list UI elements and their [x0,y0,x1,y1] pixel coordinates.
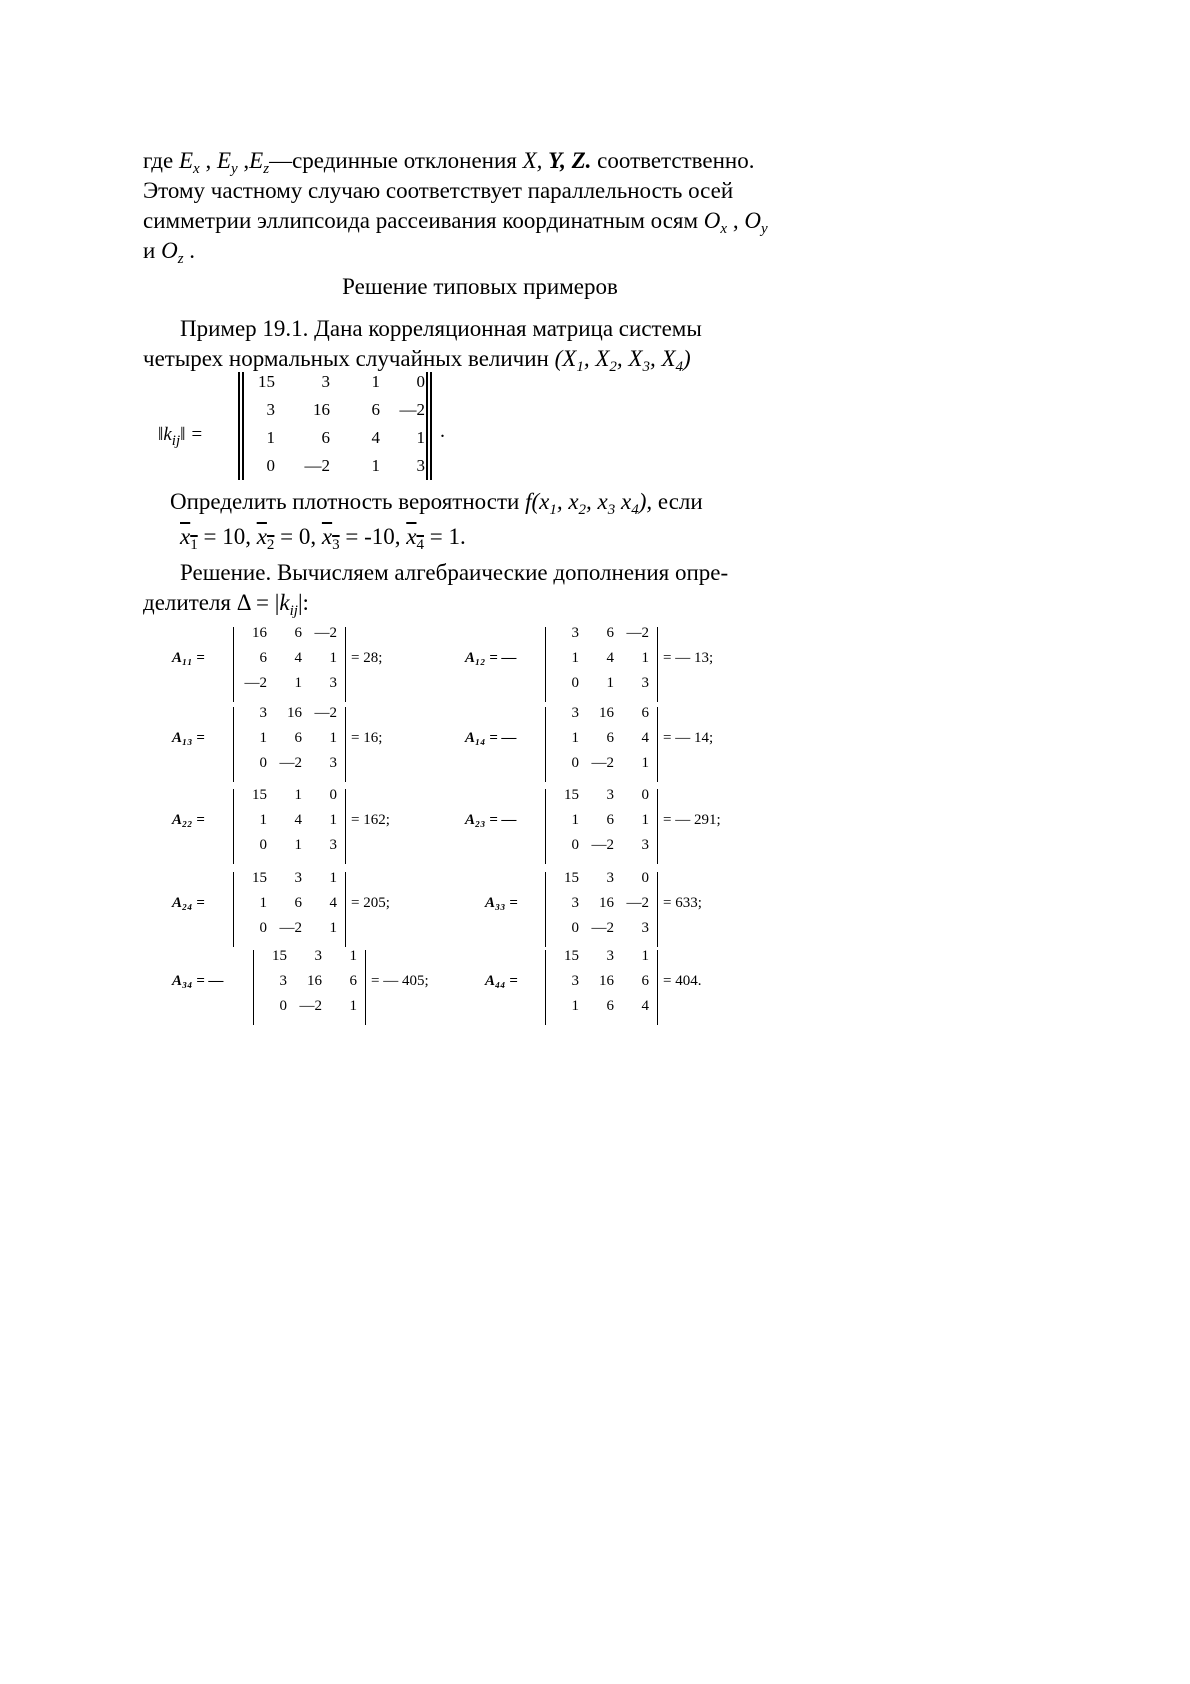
matrix-left-bar [238,372,244,480]
minor-cell: 16 [252,625,267,641]
minor-name: A₂₃ = — [465,812,517,828]
minor-right-bar [345,789,346,864]
minor-result: = 162; [351,812,390,828]
minor-right-bar [657,707,658,782]
minor-cell: 16 [599,973,614,989]
minor-cell: 1 [329,730,337,746]
minor-cell: 3 [571,973,579,989]
minor-cell: 6 [259,650,267,666]
minor-cell: 15 [564,870,579,886]
minor-cell: 3 [571,705,579,721]
intro-line-2: Этому частному случаю соответствует параллельность осей [143,178,734,203]
minor-cell: 1 [641,948,649,964]
minor-right-bar [345,627,346,702]
minor-cell: 3 [259,705,267,721]
minor-cell: 0 [259,837,267,853]
minor-result: = 633; [663,895,702,911]
intro-line-1: где $E_x$ , $E_y$ $,E_z—срединные$ отклонения X, Y, Z. соответственно. [143,148,755,177]
minor-name: A₁₂ = — [465,650,517,666]
task-line-1: Определить плотность вероятности $f(x_1$, $x_2$, $x_3$ $x_4$), если [170,489,703,518]
minor-cell: 3 [641,920,649,936]
minor-cell: 3 [329,837,337,853]
minor-result: = 404. [663,973,702,989]
minor-left-bar [233,627,234,702]
minor-cell: 3 [571,895,579,911]
minor-result: = 16; [351,730,383,746]
intro-line-4: и $O_z$ . [143,238,196,267]
matrix-cell: 16 [313,400,330,419]
matrix-period: . [440,420,445,442]
minor-cell: 1 [571,812,579,828]
minor-cell: 6 [294,895,302,911]
minor-right-bar [345,707,346,782]
minor-result: = 28; [351,650,383,666]
minor-left-bar [233,872,234,947]
minor-cell: 1 [571,650,579,666]
minor-cell: 15 [252,870,267,886]
minor-left-bar [233,707,234,782]
example-line-1: Пример 19.1. Дана корреляционная матрица системы [180,316,702,341]
matrix-cell: 6 [371,400,380,419]
minor-cell: 0 [329,787,337,803]
minor-cell: 15 [252,787,267,803]
solution-line-2: делителя $\Delta = |k_{ij}|$: [143,590,309,619]
task-line-2: $x_1 = 10$, $x_2 = 0$, $x_3 = -10$, $x_4 = 1$. [180,524,466,553]
minor-left-bar [545,950,546,1025]
minor-right-bar [657,872,658,947]
minor-name: A₁₃ = [172,730,205,746]
minor-cell: 4 [641,730,649,746]
minor-cell: 6 [606,625,614,641]
minor-cell: —2 [591,920,614,936]
minor-cell: 1 [329,920,337,936]
minor-left-bar [545,789,546,864]
minor-right-bar [657,627,658,702]
matrix-cell: 0 [266,456,275,475]
minor-cell: —2 [626,895,649,911]
minor-result: = — 405; [371,973,429,989]
minor-right-bar [657,950,658,1025]
minor-cell: 6 [294,730,302,746]
minor-cell: 6 [641,973,649,989]
minor-right-bar [657,789,658,864]
minor-name: A₁₄ = — [465,730,517,746]
matrix-cell: 1 [416,428,425,447]
minor-cell: 4 [641,998,649,1014]
matrix-cell: 3 [321,372,330,391]
minor-right-bar [365,950,366,1025]
minor-cell: 3 [294,870,302,886]
minor-cell: 3 [329,755,337,771]
minor-result: = 205; [351,895,390,911]
minor-cell: 1 [349,998,357,1014]
minor-cell: 4 [294,812,302,828]
minor-cell: 0 [571,920,579,936]
minor-cell: 6 [606,812,614,828]
minor-cell: 4 [329,895,337,911]
minor-cell: 1 [294,675,302,691]
minor-cell: 1 [329,870,337,886]
minor-cell: 3 [571,625,579,641]
minor-cell: —2 [314,705,337,721]
minor-cell: 0 [641,870,649,886]
minor-cell: 1 [259,895,267,911]
minor-right-bar [345,872,346,947]
minor-cell: —2 [279,920,302,936]
minor-result: = — 291; [663,812,721,828]
matrix-cell: —2 [399,400,425,419]
minor-cell: 15 [272,948,287,964]
matrix-cell: 3 [266,400,275,419]
matrix-cell: 4 [371,428,380,447]
matrix-lhs: $‖k_{ij}‖$ = [158,424,204,449]
minor-cell: 1 [641,812,649,828]
minor-cell: 6 [606,730,614,746]
intro-line-3: симметрии эллипсоида рассеивания координатным осям $O_x$ , $O_y$ [143,208,768,237]
minor-cell: 1 [259,730,267,746]
minor-cell: 0 [571,837,579,853]
minor-cell: 1 [349,948,357,964]
minor-cell: 6 [294,625,302,641]
minor-cell: 6 [641,705,649,721]
matrix-cell: 6 [321,428,330,447]
matrix-cell: 3 [416,456,425,475]
minor-cell: 1 [329,650,337,666]
minor-cell: 0 [571,755,579,771]
minor-cell: —2 [314,625,337,641]
minor-cell: 1 [641,650,649,666]
minor-cell: 1 [329,812,337,828]
minor-cell: 3 [279,973,287,989]
minor-left-bar [545,627,546,702]
minor-cell: 6 [606,998,614,1014]
matrix-right-bar [426,372,432,480]
solution-line-1: Решение. Вычисляем алгебраические дополнения опре- [180,560,729,585]
minor-cell: —2 [279,755,302,771]
minor-cell: —2 [299,998,322,1014]
minor-cell: 4 [294,650,302,666]
minor-cell: —2 [626,625,649,641]
minor-cell: —2 [244,675,267,691]
minor-cell: 0 [259,755,267,771]
minor-cell: 3 [606,948,614,964]
minor-cell: 16 [599,895,614,911]
minor-cell: 6 [349,973,357,989]
minor-cell: 0 [641,787,649,803]
minor-cell: 1 [571,730,579,746]
minor-cell: 1 [571,998,579,1014]
minor-name: A₃₄ = — [172,973,224,989]
minor-cell: 3 [606,787,614,803]
example-line-2: четырех нормальных случайных величин ($X_1$, $X_2$, $X_3$, $X_4$) [143,346,691,375]
matrix-cell: 1 [371,456,380,475]
matrix-cell: 1 [266,428,275,447]
minor-cell: 15 [564,948,579,964]
minor-name: A₁₁ = [172,650,205,666]
minor-left-bar [253,950,254,1025]
minor-left-bar [545,707,546,782]
minor-cell: 0 [571,675,579,691]
matrix-cell: —2 [304,456,330,475]
minor-name: A₄₄ = [485,973,518,989]
minor-cell: —2 [591,755,614,771]
minor-cell: 16 [599,705,614,721]
matrix-cell: 1 [371,372,380,391]
minor-name: A₃₃ = [485,895,518,911]
minor-cell: 3 [329,675,337,691]
minor-result: = — 13; [663,650,714,666]
minor-left-bar [233,789,234,864]
minor-cell: 3 [641,837,649,853]
minor-cell: 0 [259,920,267,936]
matrix-cell: 15 [258,372,275,391]
matrix-cell: 0 [416,372,425,391]
minor-cell: 1 [606,675,614,691]
minor-cell: 3 [641,675,649,691]
minor-cell: 16 [307,973,322,989]
minor-cell: 3 [606,870,614,886]
minor-cell: 1 [641,755,649,771]
minor-result: = — 14; [663,730,714,746]
minor-left-bar [545,872,546,947]
minor-cell: 4 [606,650,614,666]
minor-cell: 15 [564,787,579,803]
minor-cell: 3 [314,948,322,964]
minor-cell: 0 [279,998,287,1014]
minor-name: A₂₄ = [172,895,205,911]
section-title: Решение типовых примеров [342,274,618,299]
minor-cell: —2 [591,837,614,853]
minor-cell: 1 [259,812,267,828]
minor-name: A₂₂ = [172,812,205,828]
minor-cell: 16 [287,705,302,721]
minor-cell: 1 [294,787,302,803]
minor-cell: 1 [294,837,302,853]
